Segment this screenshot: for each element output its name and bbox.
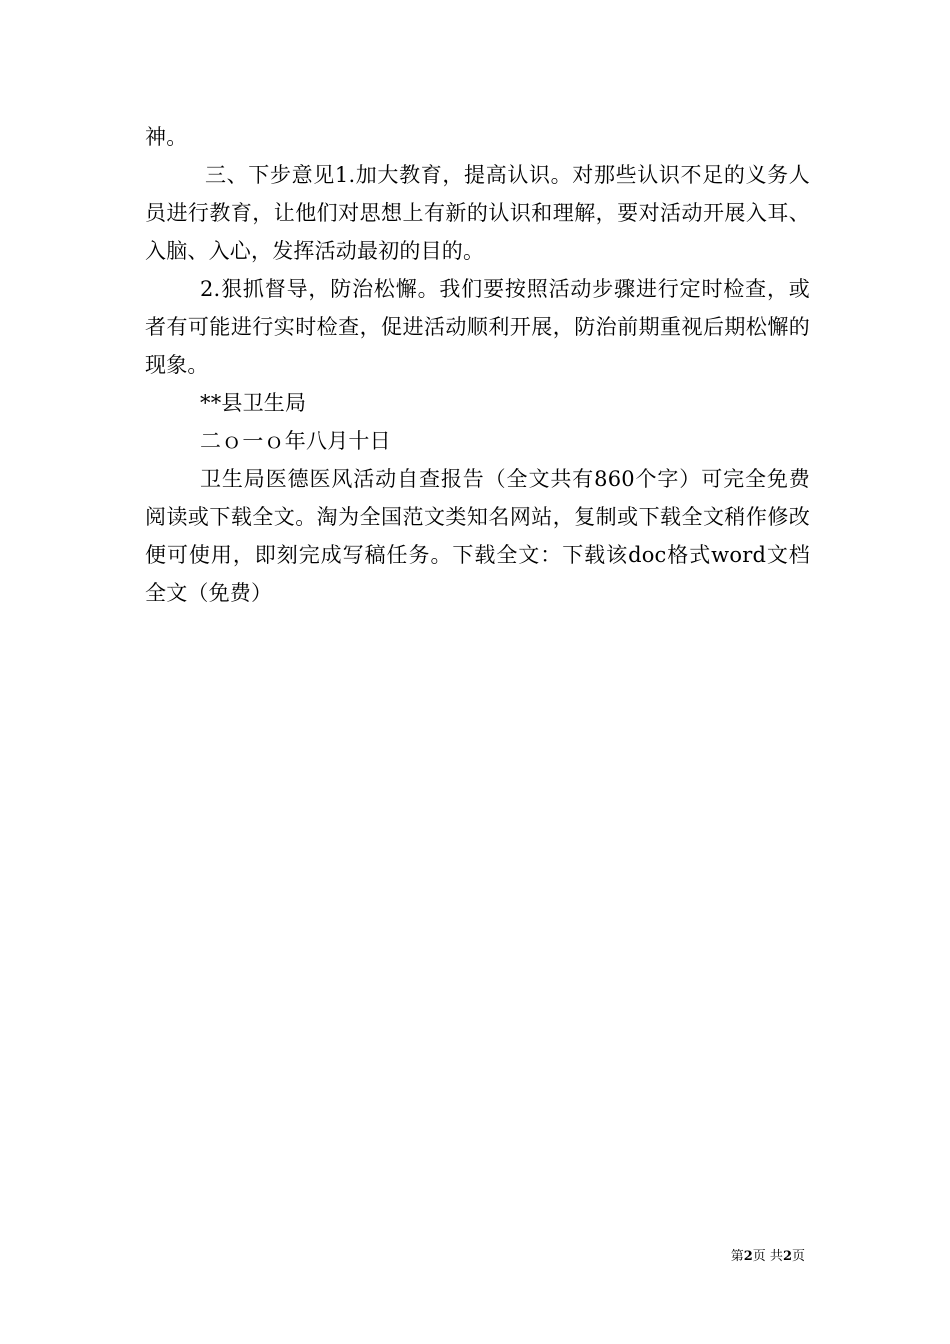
- footer-prefix: 第: [730, 1249, 744, 1264]
- paragraph-continuation: 神。: [145, 125, 188, 149]
- signature-organization: **县卫生局: [200, 391, 307, 415]
- footer-total-pages: 2: [782, 1249, 792, 1264]
- footer-middle: 页 共: [752, 1249, 783, 1264]
- footer-suffix: 页: [791, 1249, 805, 1264]
- paragraph-supervision: 2.狠抓督导，防治松懈。我们要按照活动步骤进行定时检查，或者有可能进行实时检查，促进活动顺利开展，防治前期重视后期松懈的现象。: [145, 277, 810, 377]
- footer-current-page: 2: [743, 1249, 753, 1264]
- signature-date: 二ｏ一ｏ年八月十日: [200, 429, 391, 453]
- document-body: [145, 118, 810, 612]
- page-number-footer: [731, 1248, 805, 1266]
- paragraph-next-steps: 三、下步意见1.加大教育，提高认识。对那些认识不足的义务人员进行教育，让他们对思想上有新的认识和理解，要对活动开展入耳、入脑、入心，发挥活动最初的目的。: [145, 163, 810, 263]
- paragraph-download-note: 卫生局医德医风活动自查报告（全文共有860个字）可完全免费阅读或下载全文。淘为全国范文类知名网站，复制或下载全文稍作修改便可使用，即刻完成写稿任务。下载全文：下载该doc格式word文档全文（免费）: [145, 467, 810, 605]
